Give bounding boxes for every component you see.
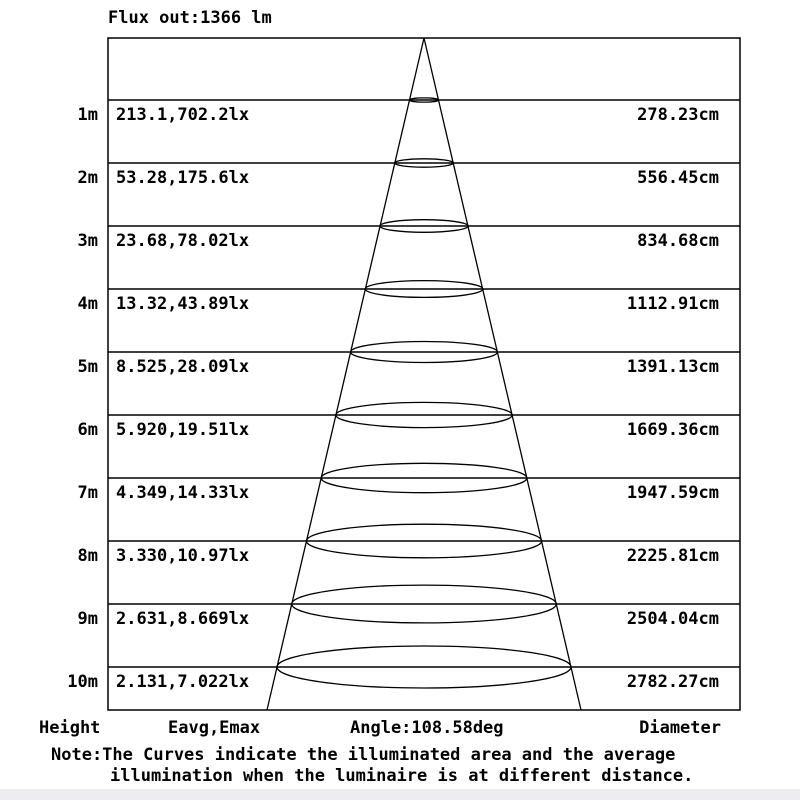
row-height-label: 2m (77, 168, 98, 188)
cone-row (0, 547, 800, 565)
footer-height-label: Height (39, 718, 101, 738)
row-height-label: 1m (77, 105, 98, 125)
row-height-label: 10m (67, 672, 98, 692)
cone-row (0, 673, 800, 691)
row-height-label: 6m (77, 420, 98, 440)
note-line-1: Note:The Curves indicate the illuminated area and the average (51, 745, 676, 765)
cone-row (0, 169, 800, 187)
flux-out-title: Flux out:1366 lm (108, 8, 272, 28)
row-height-label: 3m (77, 231, 98, 251)
row-eavg-emax-value: 213.1,702.2lx (116, 105, 250, 125)
row-height-label: 8m (77, 546, 98, 566)
row-eavg-emax-value: 2.631,8.669lx (116, 609, 250, 629)
row-eavg-emax-value: 5.920,19.51lx (116, 420, 250, 440)
row-diameter-value: 2504.04cm (626, 609, 719, 629)
row-diameter-value: 278.23cm (637, 105, 719, 125)
note-line-2: illumination when the luminaire is at different distance. (110, 766, 694, 786)
row-diameter-value: 2225.81cm (626, 546, 719, 566)
row-eavg-emax-value: 53.28,175.6lx (116, 168, 250, 188)
row-height-label: 9m (77, 609, 98, 629)
row-eavg-emax-value: 8.525,28.09lx (116, 357, 250, 377)
cone-row (0, 295, 800, 313)
row-diameter-value: 1669.36cm (626, 420, 719, 440)
cone-row (0, 358, 800, 376)
row-diameter-value: 1112.91cm (626, 294, 719, 314)
cone-row (0, 610, 800, 628)
row-eavg-emax-value: 23.68,78.02lx (116, 231, 250, 251)
cone-row (0, 232, 800, 250)
row-height-label: 4m (77, 294, 98, 314)
row-height-label: 7m (77, 483, 98, 503)
row-diameter-value: 556.45cm (637, 168, 719, 188)
footer-eavg-emax-label: Eavg,Emax (168, 718, 261, 738)
row-eavg-emax-value: 13.32,43.89lx (116, 294, 250, 314)
row-diameter-value: 834.68cm (637, 231, 719, 251)
row-diameter-value: 2782.27cm (626, 672, 719, 692)
row-diameter-value: 1391.13cm (626, 357, 719, 377)
row-eavg-emax-value: 2.131,7.022lx (116, 672, 250, 692)
footer-beam-angle-label: Angle:108.58deg (350, 718, 504, 738)
row-eavg-emax-value: 4.349,14.33lx (116, 483, 250, 503)
cone-row (0, 484, 800, 502)
row-height-label: 5m (77, 357, 98, 377)
footer-diameter-label: Diameter (639, 718, 721, 738)
bottom-edge-strip (0, 789, 800, 800)
row-eavg-emax-value: 3.330,10.97lx (116, 546, 250, 566)
row-diameter-value: 1947.59cm (626, 483, 719, 503)
cone-row (0, 421, 800, 439)
cone-row (0, 106, 800, 124)
